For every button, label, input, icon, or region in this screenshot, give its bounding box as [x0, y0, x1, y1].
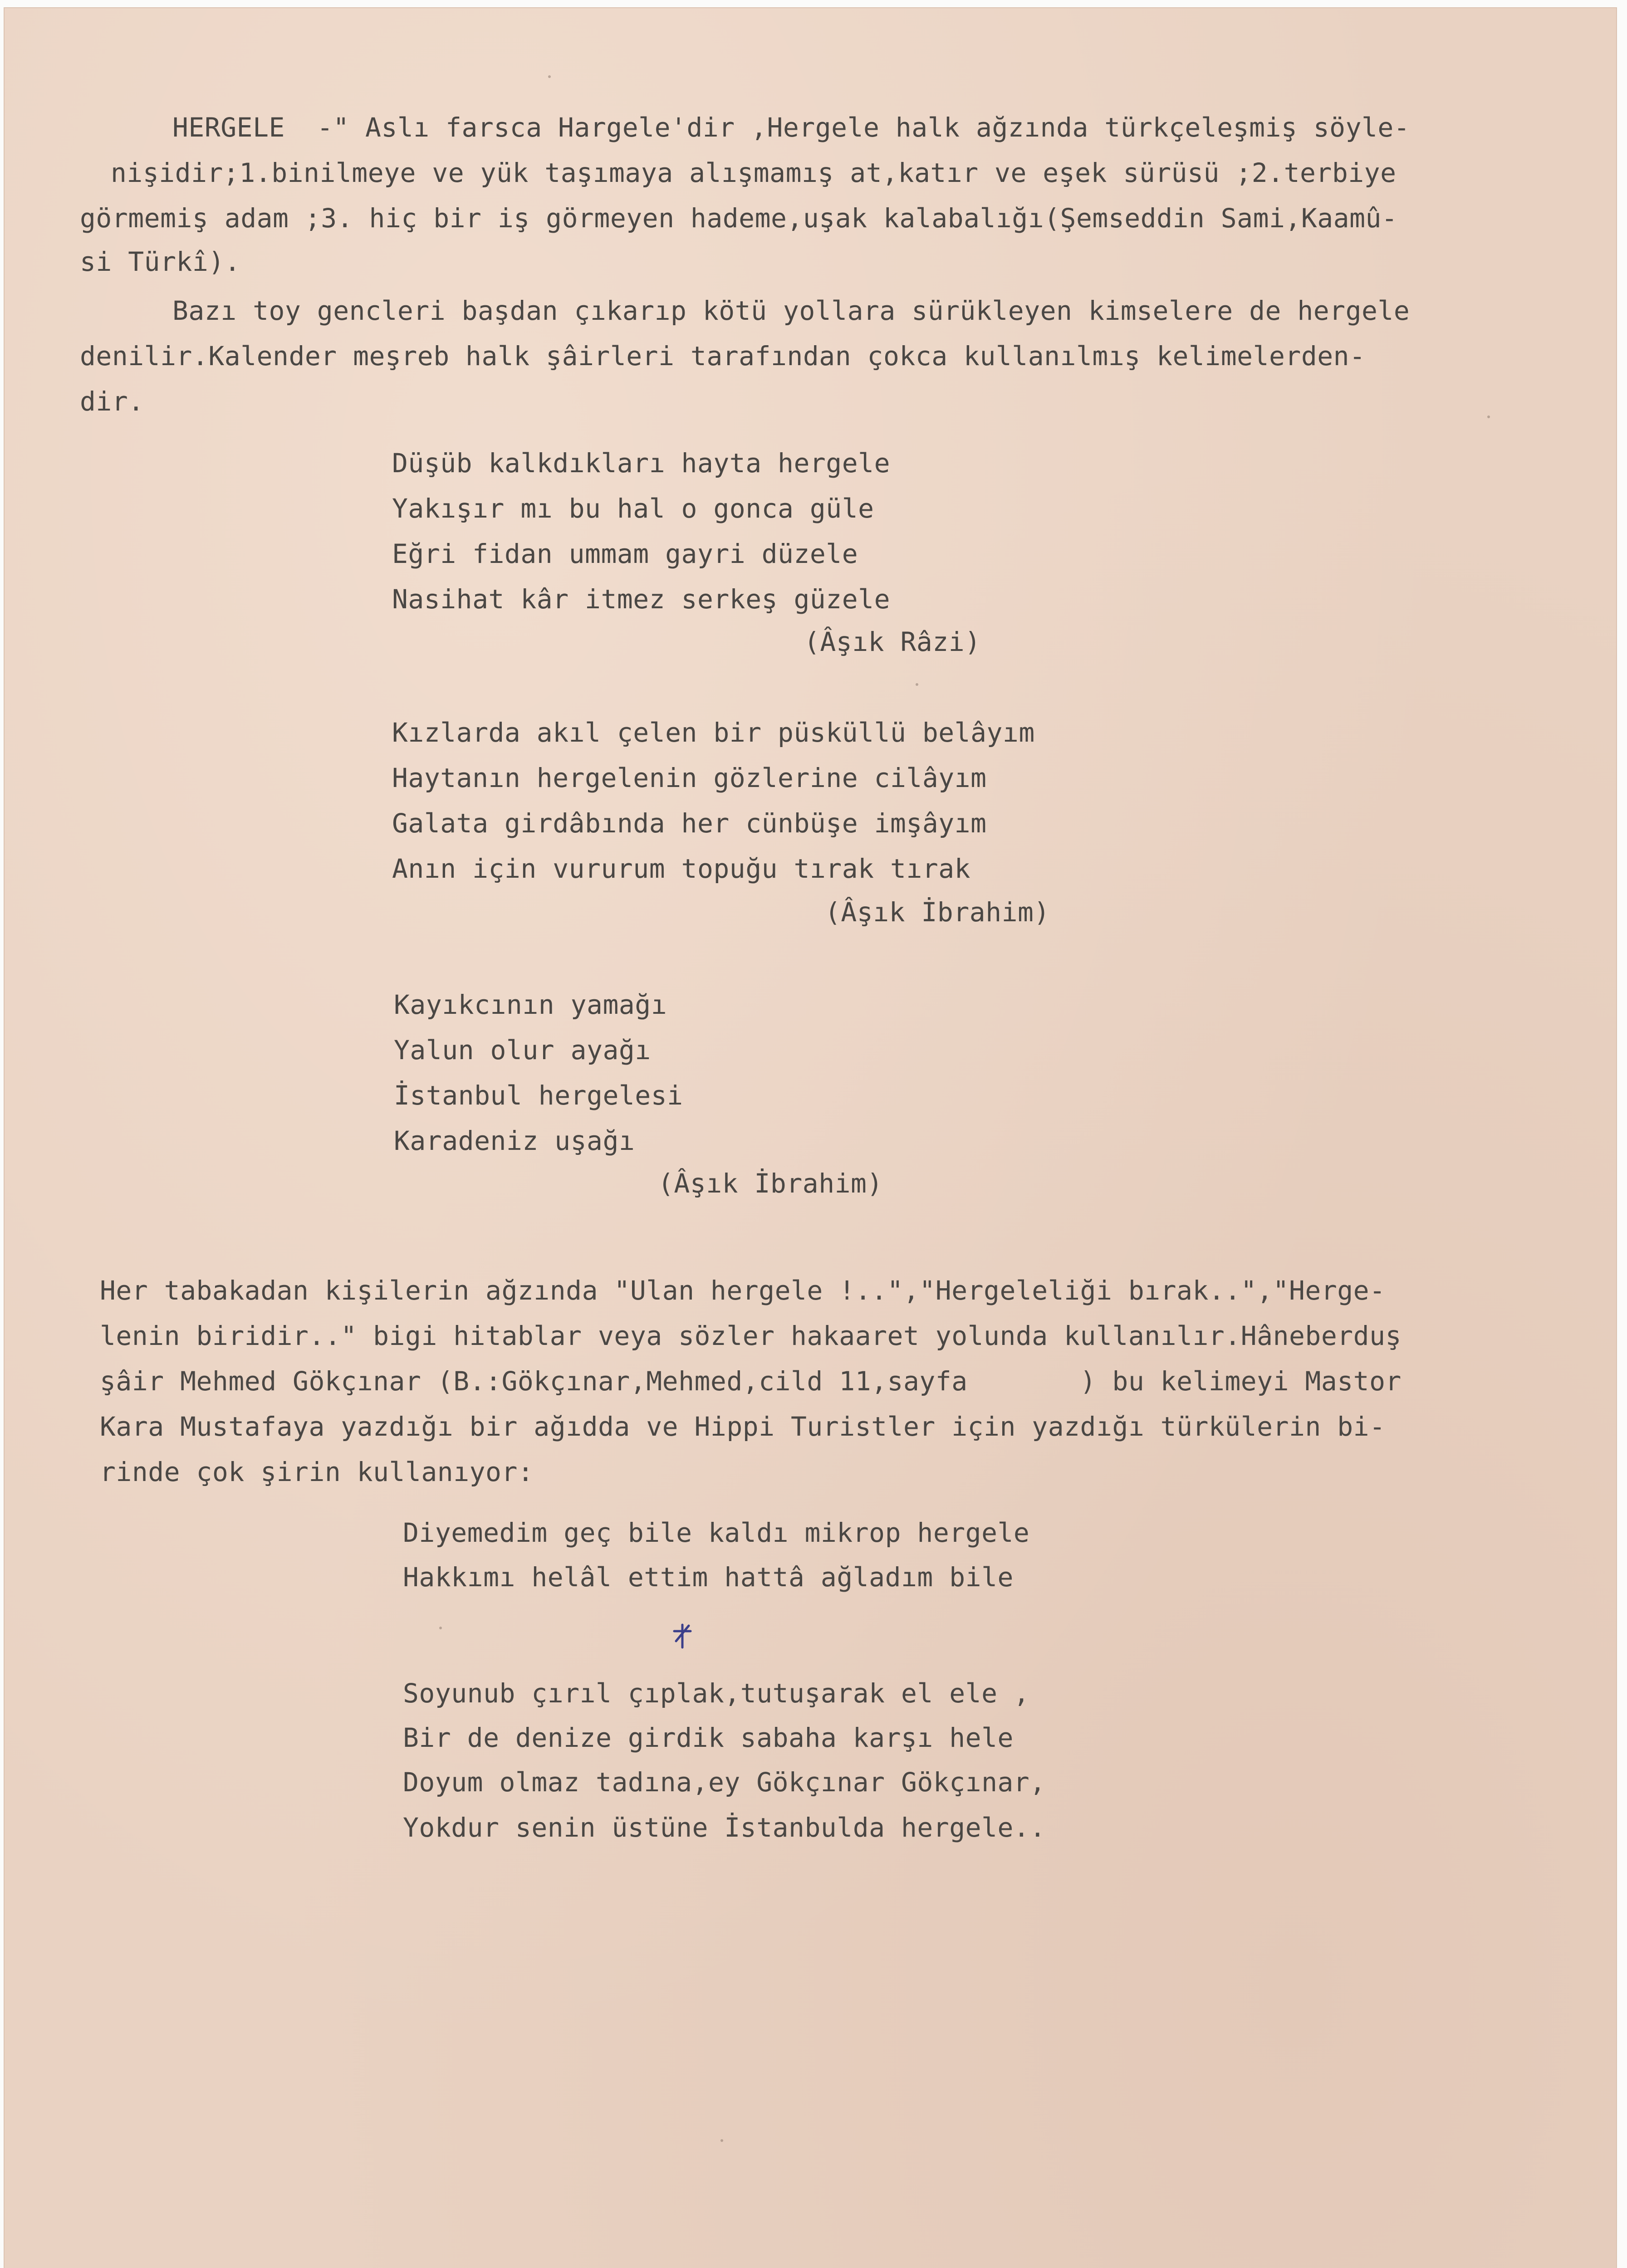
paragraph-1-line-4: si Türkî).: [80, 246, 241, 277]
paragraph-3-line-2: lenin biridir.." bigi hitablar veya sözler hakaaret yolunda kullanılır.Hâneberduş: [100, 1320, 1402, 1351]
paper-speck: [548, 75, 551, 78]
poem-4-line-2: Hakkımı helâl ettim hattâ ağladım bile: [403, 1562, 1014, 1593]
paragraph-2-line-1: Bazı toy gencleri başdan çıkarıp kötü yollara sürükleyen kimselere de hergele: [172, 295, 1410, 326]
paragraph-3-line-5: rinde çok şirin kullanıyor:: [100, 1457, 534, 1487]
poem-3-author: (Âşık İbrahim): [658, 1168, 883, 1199]
poem-1-line-2: Yakışır mı bu hal o gonca güle: [392, 493, 874, 524]
poem-3-line-3: İstanbul hergelesi: [394, 1080, 683, 1111]
poem-2-author: (Âşık İbrahim): [825, 897, 1050, 928]
paragraph-2-line-2: denilir.Kalender meşreb halk şâirleri tarafından çokca kullanılmış kelimelerden-: [80, 341, 1366, 371]
paragraph-1-line-2: nişidir;1.binilmeye ve yük taşımaya alışmamış at,katır ve eşek sürüsü ;2.terbiye: [111, 157, 1397, 188]
poem-3-line-1: Kayıkcının yamağı: [394, 989, 667, 1020]
pen-asterisk-icon: [671, 1622, 693, 1649]
poem-5-line-2: Bir de denize girdik sabaha karşı hele: [403, 1722, 1014, 1753]
paragraph-2-line-3: dir.: [80, 386, 144, 417]
poem-1-author: (Âşık Râzi): [804, 626, 981, 657]
paper-speck: [720, 2139, 723, 2142]
poem-5-line-4: Yokdur senin üstüne İstanbulda hergele..: [403, 1812, 1046, 1843]
paragraph-3-line-3: şâir Mehmed Gökçınar (B.:Gökçınar,Mehmed,cild 11,sayfa ) bu kelimeyi Mastor: [100, 1366, 1402, 1397]
paper-speck: [916, 683, 918, 686]
poem-3-line-2: Yalun olur ayağı: [394, 1035, 651, 1066]
poem-1-line-3: Eğri fidan ummam gayri düzele: [392, 538, 858, 569]
poem-2-line-1: Kızlarda akıl çelen bir püsküllü belâyım: [392, 717, 1035, 748]
poem-1-line-1: Düşüb kalkdıkları hayta hergele: [392, 448, 890, 479]
paper-speck: [1487, 415, 1490, 418]
poem-5-line-3: Doyum olmaz tadına,ey Gökçınar Gökçınar,: [403, 1767, 1046, 1798]
typewritten-sheet: [4, 7, 1617, 2268]
poem-2-line-3: Galata girdâbında her cünbüşe imşâyım: [392, 808, 987, 839]
poem-5-line-1: Soyunub çırıl çıplak,tutuşarak el ele ,: [403, 1678, 1030, 1709]
paragraph-3-line-4: Kara Mustafaya yazdığı bir ağıdda ve Hippi Turistler için yazdığı türkülerin bi-: [100, 1411, 1386, 1442]
poem-2-line-2: Haytanın hergelenin gözlerine cilâyım: [392, 763, 987, 793]
poem-1-line-4: Nasihat kâr itmez serkeş güzele: [392, 584, 890, 615]
paragraph-3-line-1: Her tabakadan kişilerin ağzında "Ulan hergele !..","Hergeleliği bırak..","Herge-: [100, 1275, 1386, 1306]
paragraph-1-line-1: HERGELE -" Aslı farsca Hargele'dir ,Hergele halk ağzında türkçeleşmiş söyle-: [172, 112, 1410, 143]
paper-speck: [439, 1627, 442, 1629]
poem-2-line-4: Anın için vururum topuğu tırak tırak: [392, 853, 971, 884]
poem-4-line-1: Diyemedim geç bile kaldı mikrop hergele: [403, 1517, 1030, 1548]
poem-3-line-4: Karadeniz uşağı: [394, 1125, 635, 1156]
paragraph-1-line-3: görmemiş adam ;3. hiç bir iş görmeyen hademe,uşak kalabalığı(Şemseddin Sami,Kaamû-: [80, 203, 1398, 234]
